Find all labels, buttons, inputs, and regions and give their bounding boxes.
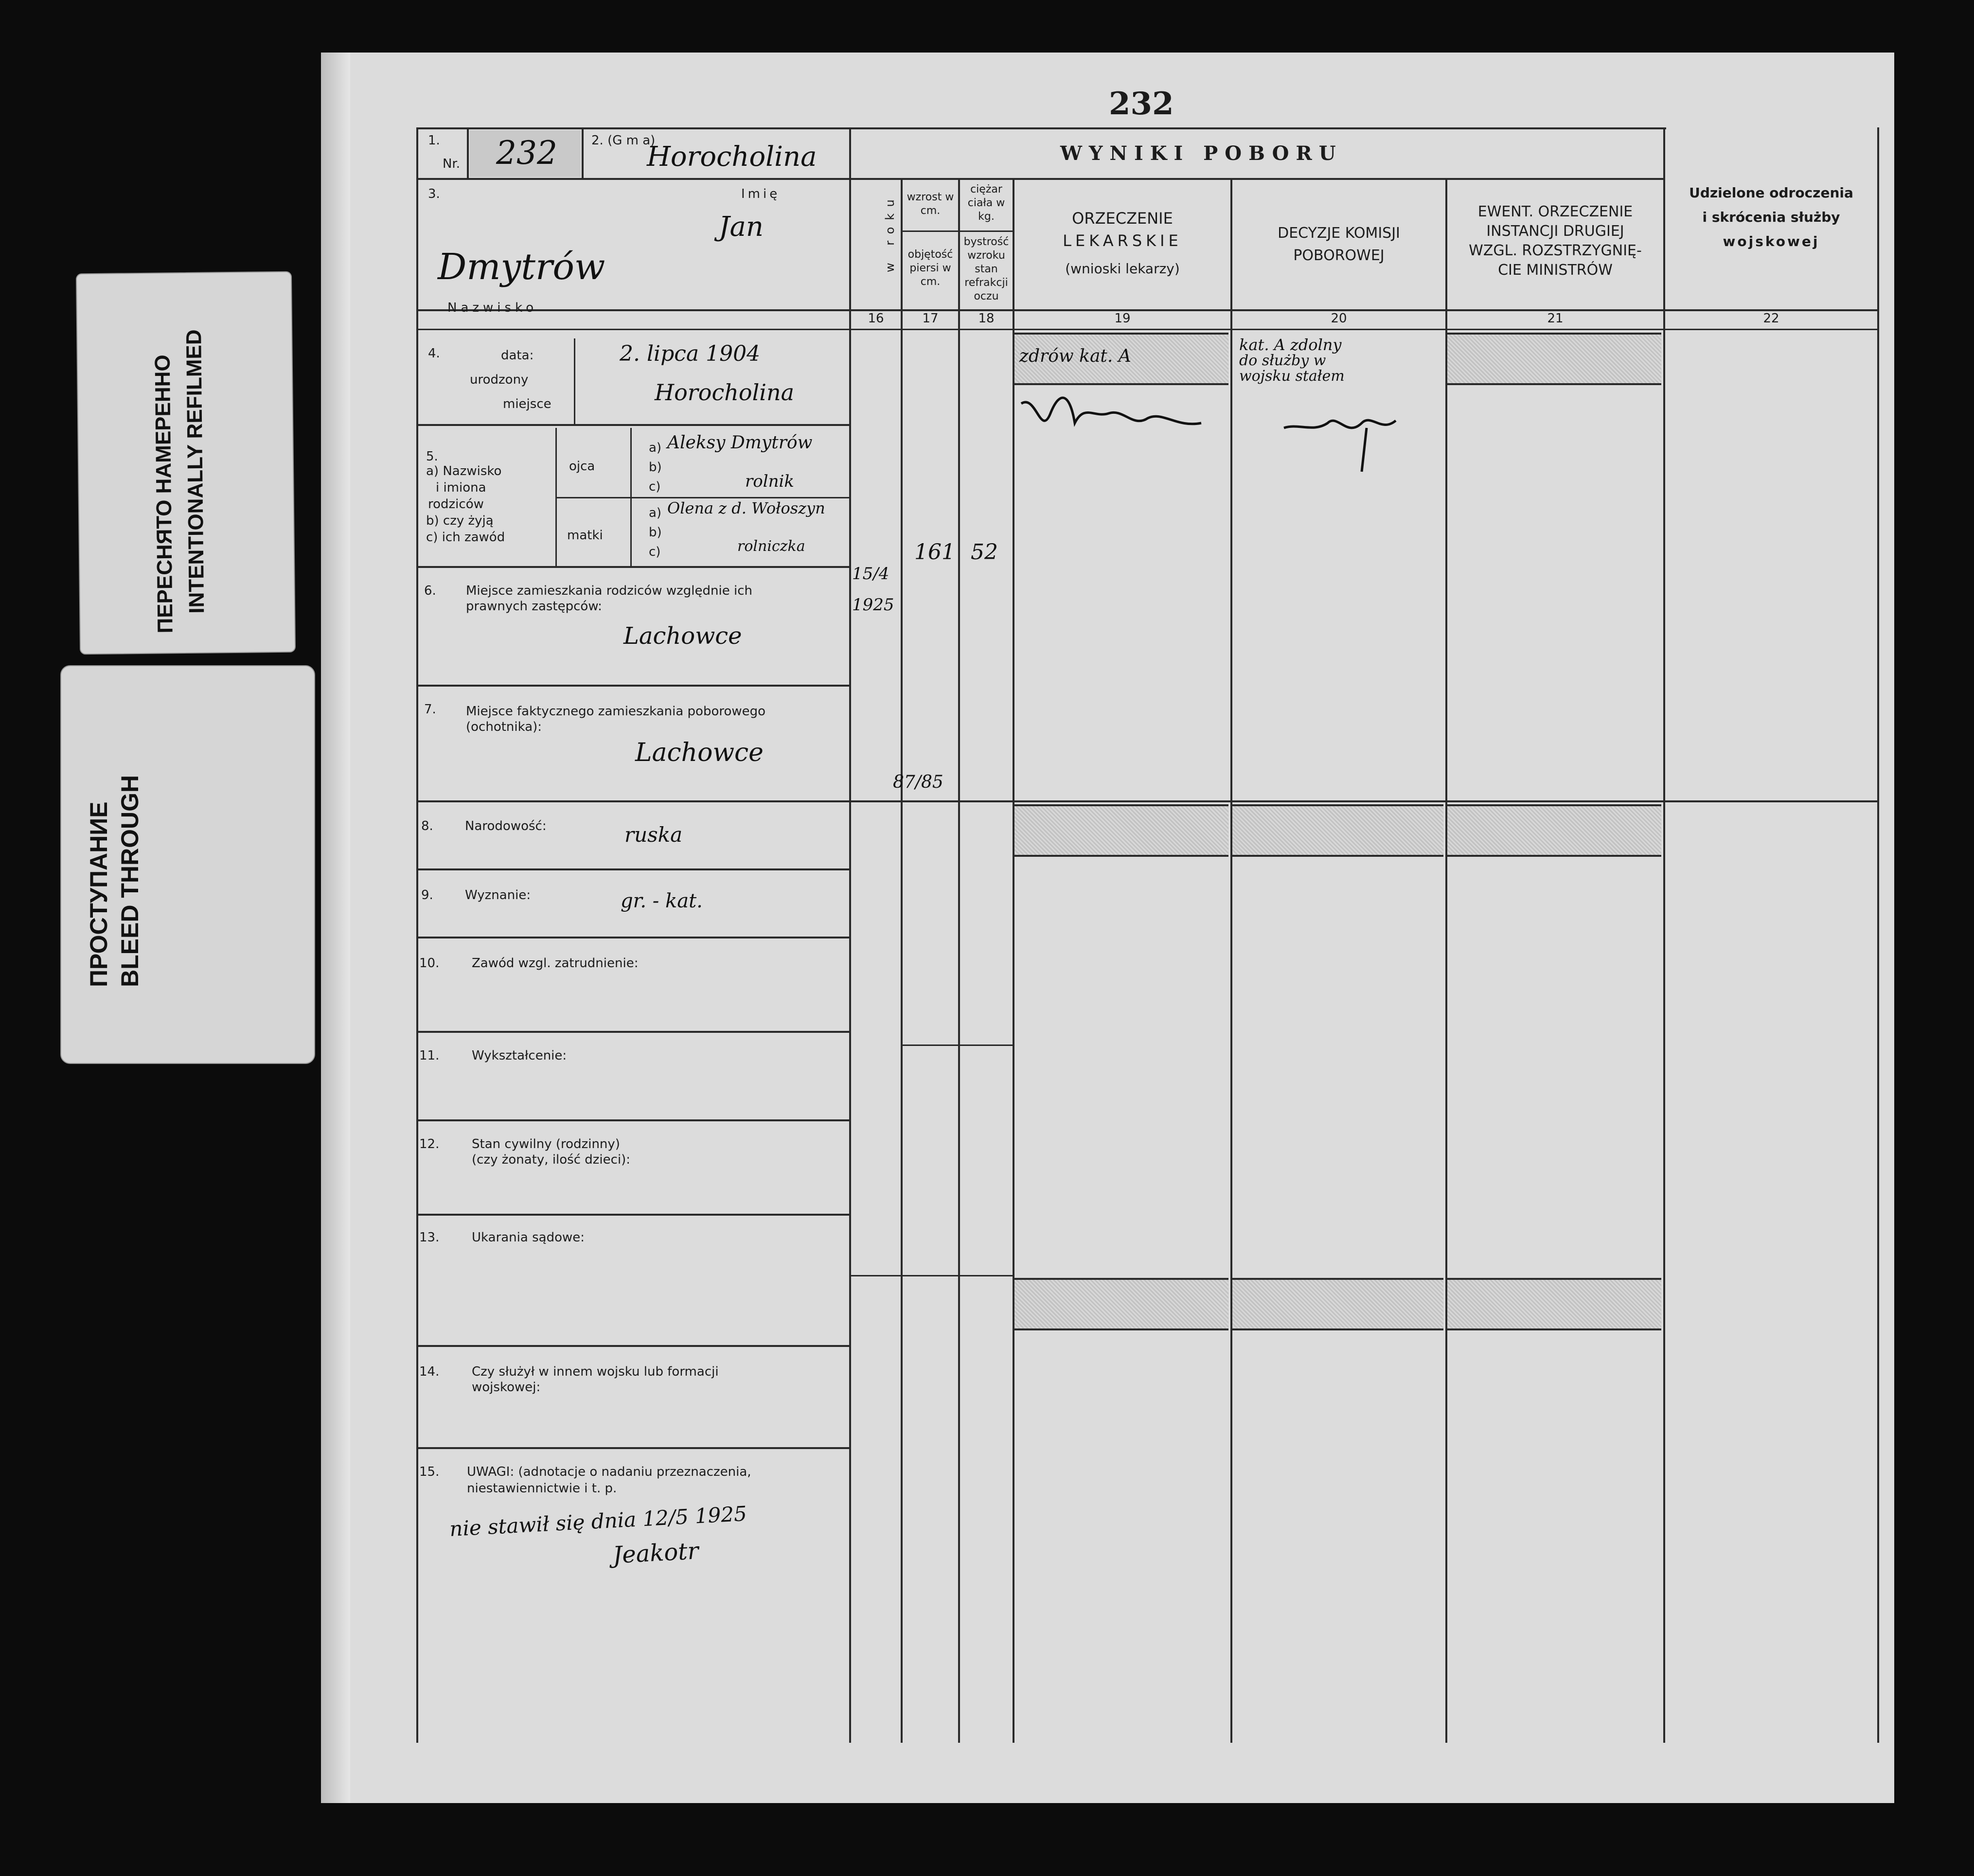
decision-line2: do służby w [1239,352,1326,369]
row14-bottom [416,1447,849,1449]
mother-name-value: Olena z d. Wołoszyn [667,499,825,517]
row4-bottom [416,424,849,426]
field4-date-label: data: [501,348,534,363]
field7-line1: Miejsce faktycznego zamieszkania poborowego [466,704,766,719]
bleed-through-note [60,665,315,1064]
col20-title-2: POBOROWEJ [1293,247,1385,264]
father-a-label: a) [649,441,662,455]
col20-divider [1445,178,1447,1743]
surname-label: Nazwisko [447,301,538,315]
field14-number: 14. [419,1364,440,1379]
field2-label: 2. (G m a) [591,133,656,148]
col17-18-mid-line [901,1044,1013,1046]
court-records-label: Ukarania sądowe: [472,1230,585,1245]
year-entry-2: 1925 [852,595,894,615]
field13-number: 13. [419,1230,440,1245]
row8-bottom [416,868,849,870]
col19-title-2: LEKARSKIE [1063,231,1182,250]
col17-top-title: wzrost w cm. [907,191,954,217]
mother-c-label: c) [649,545,661,559]
nationality-value: ruska [624,823,683,847]
col16-18-lower-line [849,1275,1013,1276]
remarks-note: nie stawił się dnia 12/5 1925 [449,1502,747,1541]
field15-line1: UWAGI: (adnotacje o nadaniu przeznaczenia, [467,1465,751,1479]
form-right-border [1877,127,1879,1743]
page-number: 232 [1109,86,1174,122]
field6-line2: prawnych zastępców: [466,599,602,614]
col21-title-2: INSTANCJI DRUGIEJ [1486,223,1624,240]
col20-title-1: DECYZJE KOMISJI [1278,225,1400,242]
col19-title-1: ORZECZENIE [1072,209,1173,228]
field10-number: 10. [419,956,440,971]
field15-line2: niestawiennictwie i t. p. [467,1481,617,1496]
col21-title-4: CIE MINISTRÓW [1498,262,1613,279]
col22-title-3: wojskowej [1723,233,1820,249]
decision-shade-low [1232,1278,1443,1330]
field5-line2: i imiona [436,480,486,495]
col21-title-1: EWENT. ORZECZENIE [1477,203,1633,220]
ministry-shade-low [1447,1278,1661,1330]
field14-line1: Czy służył w innem wojsku lub formacji [472,1364,719,1379]
col21-divider [1663,127,1665,1743]
bleed-through-note-ru: ПРОСТУПАНИЕ [85,801,112,987]
col18-divider [1013,178,1014,1743]
row10-bottom [416,1031,849,1033]
mother-label: matki [567,528,603,543]
field12-number: 12. [419,1137,440,1151]
nationality-label: Narodowość: [465,819,547,833]
field8-number: 8. [421,819,433,833]
row6-bottom [416,685,849,687]
father-c-label: c) [649,479,661,494]
col18-top-title: ciężar ciała w kg. [967,183,1005,223]
col22-title-1: Udzielone odroczenia [1689,185,1853,201]
col17-18-subdivider [901,230,1013,232]
field15-number: 15. [419,1465,440,1479]
first-name-value: Jan [719,211,764,243]
left-section-divider [849,127,851,1743]
father-job-value: rolnik [745,472,794,491]
field12-line1: Stan cywilny (rodzinny) [472,1137,620,1151]
page-binding-edge [321,53,350,1803]
occupation-label: Zawód wzgl. zatrudnienie: [472,956,639,971]
col19-divider [1230,178,1232,1743]
nr-value: 232 [496,134,557,172]
row4-bracket [574,338,575,424]
row5-parent-split [555,497,849,498]
col16-divider [901,178,903,1743]
results-title: WYNIKI POBORU [1060,142,1343,165]
col21-title-3: WZGL. ROZSTRZYGNIĘ- [1469,242,1642,259]
decision-line1: kat. A zdolny [1239,336,1342,354]
refilmed-note-ru: ПЕРЕСНЯТО НАМЕРЕННО [150,354,178,634]
col22-title-2: i skrócenia służby [1702,209,1840,225]
row7-bottom [416,800,1878,802]
mother-a-label: a) [649,506,662,520]
year-entry-1: 15/4 [852,564,889,584]
field12-line2: (czy żonaty, ilość dzieci): [472,1152,631,1167]
col-number-20: 20 [1331,311,1347,326]
col-number-16: 16 [868,311,884,326]
col19-title-3: (wnioski lekarzy) [1065,261,1180,277]
nr-box-left [467,127,469,178]
col-number-22: 22 [1763,311,1779,326]
field9-number: 9. [421,888,433,903]
row11-bottom [416,1119,849,1121]
medical-verdict-value: zdrów kat. A [1019,346,1131,366]
field14-line2: wojskowej: [472,1380,541,1395]
header-row1-bottom [416,178,1665,180]
col17-bottom-title: objętość piersi w cm. [907,248,953,288]
row5-bottom [416,566,849,568]
education-label: Wykształcenie: [472,1048,567,1063]
col16-title: w roku [883,193,897,272]
weight-value: 52 [971,540,998,565]
ministry-shade-mid [1447,804,1661,857]
father-label: ojca [569,459,595,474]
col18-bottom-title: bystrość wzroku stan refrakcji oczu [963,236,1009,302]
surname-value: Dmytrów [438,246,605,288]
religion-label: Wyznanie: [465,888,531,903]
medical-shade-low [1014,1278,1228,1330]
remarks-signature: Jeakotr [612,1537,699,1569]
col-number-21: 21 [1547,311,1564,326]
row12-bottom [416,1214,849,1216]
field3-label: 3. [428,187,440,201]
col-number-17: 17 [922,311,939,326]
decision-line3: wojsku stałem [1239,368,1345,385]
doctor-signature-image [1016,384,1211,447]
nr-box-right [582,127,584,178]
col-number-18: 18 [978,311,995,326]
field6-number: 6. [424,584,436,598]
field7-number: 7. [424,702,436,717]
height-value: 161 [914,540,955,565]
row9-bottom [416,937,849,938]
ministry-shade-top [1447,333,1661,385]
field5-number: 5. [426,449,438,464]
field4-number: 4. [428,346,440,361]
field4-born-label: urodzony [470,372,529,387]
father-b-label: b) [649,460,662,475]
refilmed-note-en: INTENTIONALLY REFILMED [182,329,209,614]
form-top-border [416,127,1666,129]
chest-value: 87/85 [893,772,943,792]
actual-residence-value: Lachowce [635,738,764,767]
commission-signature-image [1279,394,1420,477]
bleed-through-note-en: BLEED THROUGH [116,775,143,987]
form-left-border [416,127,418,1743]
col17-divider [958,178,960,1743]
field5-line4: b) czy żyją [426,513,494,528]
col-number-19: 19 [1114,311,1131,326]
field5-line3: rodziców [428,497,484,512]
birth-place-value: Horocholina [655,379,795,406]
parents-residence-value: Lachowce [623,622,742,650]
nr-label: Nr. [443,157,461,171]
medical-shade-mid [1014,804,1228,857]
gmina-value: Horocholina [647,141,817,173]
mother-job-value: rolniczka [737,538,805,555]
field5-line1: a) Nazwisko [426,464,502,478]
father-name-value: Aleksy Dmytrów [667,433,813,453]
mother-b-label: b) [649,525,662,540]
row13-bottom [416,1345,849,1347]
field5-line5: c) ich zawód [426,530,505,545]
column-numbers-bottom [416,329,1878,330]
field4-place-label: miejsce [503,397,551,411]
decision-shade-mid [1232,804,1443,857]
field6-line1: Miejsce zamieszkania rodziców względnie ich [466,584,752,598]
field11-number: 11. [419,1048,440,1063]
field1-label: 1. [428,133,440,148]
refilmed-note [76,271,296,655]
first-name-label: Imię [741,187,781,201]
religion-value: gr. - kat. [621,890,703,912]
birth-date-value: 2. lipca 1904 [620,341,761,366]
field7-line2: (ochotnika): [466,720,542,734]
